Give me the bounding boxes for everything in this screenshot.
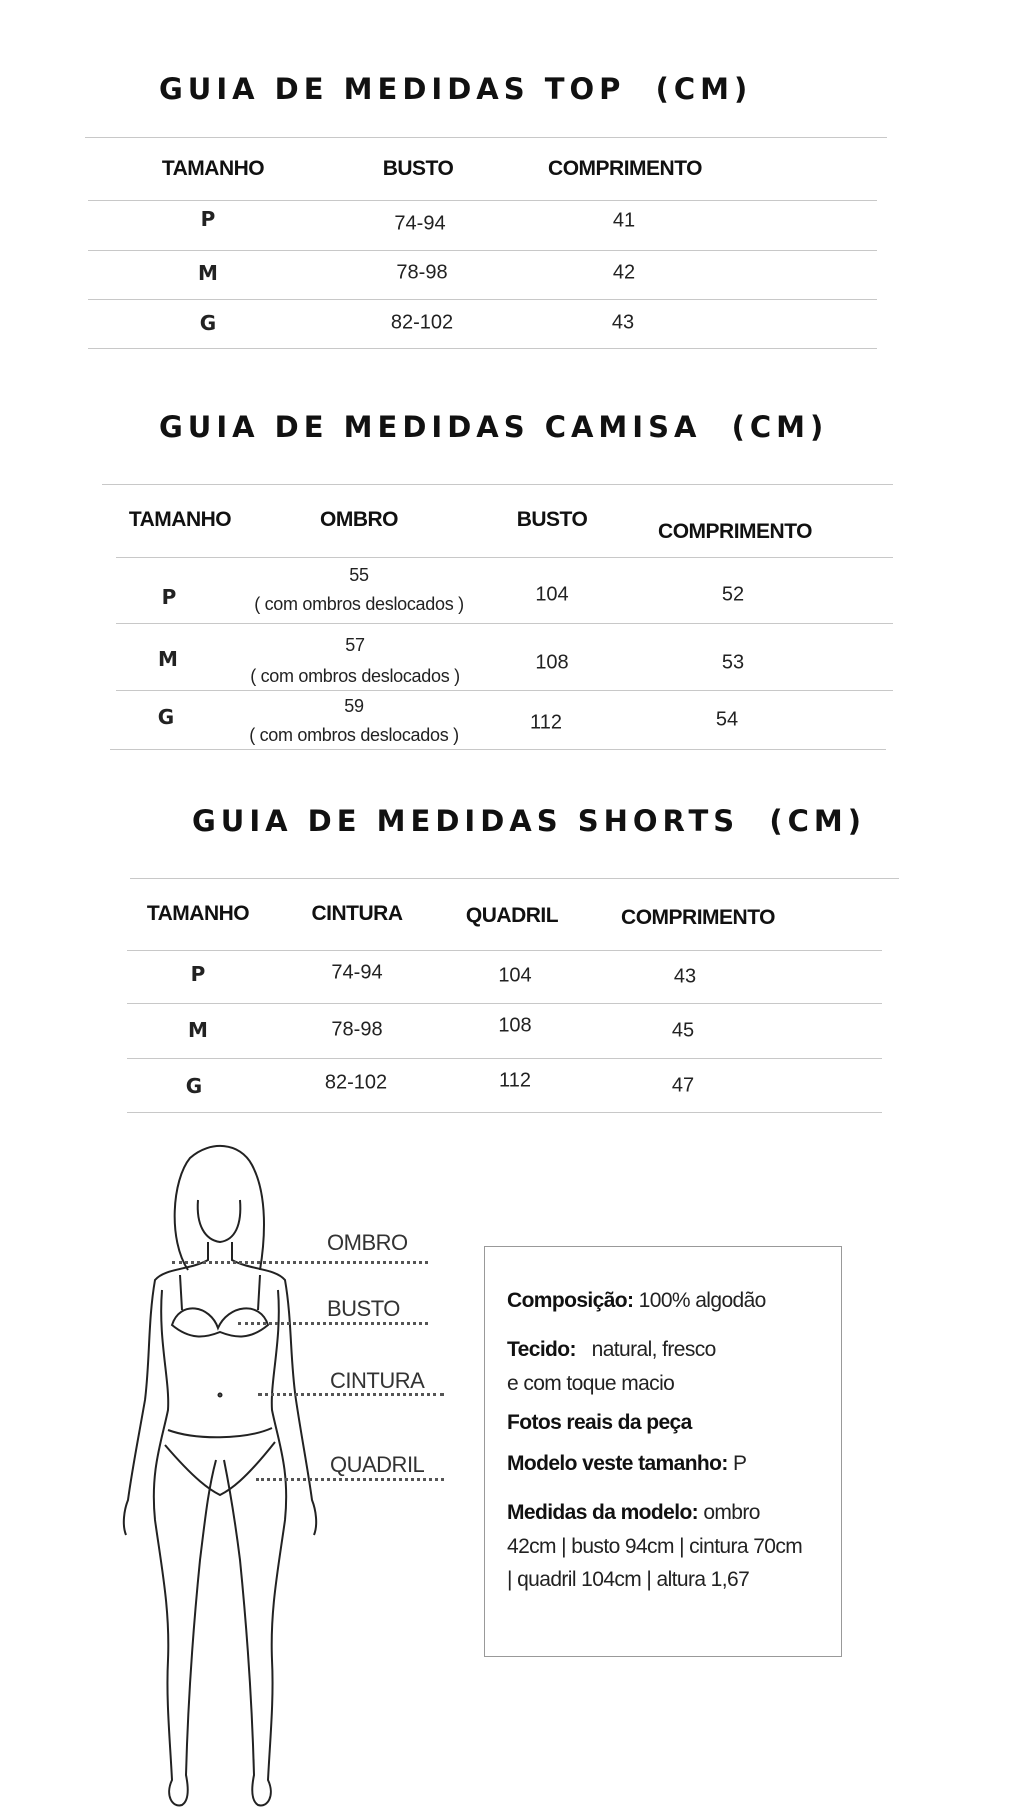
comprimento-cell: 52 — [721, 583, 745, 606]
modelo-label: Modelo veste tamanho: — [507, 1452, 728, 1475]
busto-cell: 104 — [535, 583, 569, 606]
shorts-header-tamanho: TAMANHO — [146, 902, 250, 925]
comprimento-cell: 43 — [673, 965, 697, 988]
medidas-line3: | quadril 104cm | altura 1,67 — [507, 1568, 750, 1591]
shorts-header-comprimento: COMPRIMENTO — [621, 906, 775, 929]
top-header-tamanho: TAMANHO — [161, 157, 265, 180]
ombro-note: ( com ombros deslocados ) — [254, 594, 464, 614]
camisa-header-busto: BUSTO — [516, 508, 588, 531]
tecido-label: Tecido: — [507, 1338, 576, 1361]
divider — [130, 878, 899, 879]
comprimento-cell: 42 — [612, 261, 636, 284]
camisa-header-comprimento: COMPRIMENTO — [658, 520, 812, 543]
busto-measure-line — [238, 1322, 428, 1325]
product-info-box — [484, 1246, 842, 1657]
comprimento-cell: 54 — [715, 708, 739, 731]
divider — [85, 137, 887, 138]
medidas-line1: ombro — [703, 1501, 760, 1524]
busto-cell: 108 — [535, 651, 569, 674]
divider — [110, 749, 886, 750]
figure-label-ombro: OMBRO — [327, 1230, 408, 1255]
busto-cell: 74-94 — [394, 212, 446, 235]
divider — [116, 623, 893, 624]
figure-label-quadril: QUADRIL — [330, 1452, 425, 1477]
size-cell: G — [157, 705, 175, 729]
divider — [116, 557, 893, 558]
divider — [88, 200, 877, 201]
ombro-value: 55 — [349, 565, 369, 585]
quadril-cell: 112 — [499, 1069, 531, 1092]
ombro-cell — [249, 692, 459, 750]
top-header-busto: BUSTO — [382, 157, 454, 180]
body-silhouette-illustration — [110, 1140, 340, 1810]
composicao-line — [507, 1289, 766, 1313]
cintura-cell: 74-94 — [331, 961, 383, 984]
divider — [127, 1058, 882, 1059]
divider — [127, 950, 882, 951]
divider — [102, 484, 893, 485]
top-header-comprimento: COMPRIMENTO — [548, 157, 702, 180]
shorts-title: GUIA DE MEDIDAS SHORTS (CM) — [192, 804, 867, 838]
tecido-value: natural, fresco — [591, 1338, 716, 1361]
modelo-value: P — [733, 1452, 747, 1475]
tecido-line — [507, 1338, 716, 1362]
size-cell: P — [200, 207, 216, 231]
cintura-measure-line — [258, 1393, 444, 1396]
busto-cell: 112 — [530, 711, 562, 734]
camisa-header-ombro: OMBRO — [320, 508, 398, 531]
divider — [116, 690, 893, 691]
quadril-cell: 108 — [498, 1014, 532, 1037]
ombro-note: ( com ombros deslocados ) — [250, 666, 460, 686]
divider — [88, 348, 877, 349]
ombro-cell — [254, 561, 464, 619]
ombro-value: 59 — [344, 696, 364, 716]
cintura-cell: 78-98 — [331, 1018, 383, 1041]
figure-label-cintura: CINTURA — [330, 1368, 425, 1393]
size-cell: G — [185, 1074, 203, 1098]
ombro-measure-line — [172, 1261, 428, 1264]
ombro-note: ( com ombros deslocados ) — [249, 725, 459, 745]
size-cell: P — [161, 585, 177, 609]
fotos-reais: Fotos reais da peça — [507, 1411, 692, 1434]
divider — [127, 1112, 882, 1113]
divider — [127, 1003, 882, 1004]
cintura-cell: 82-102 — [324, 1071, 388, 1094]
comprimento-cell: 47 — [671, 1074, 695, 1097]
medidas-line2: 42cm | busto 94cm | cintura 70cm — [507, 1535, 803, 1558]
quadril-measure-line — [256, 1478, 444, 1481]
ombro-cell — [250, 630, 460, 692]
divider — [88, 250, 877, 251]
comprimento-cell: 53 — [721, 651, 745, 674]
modelo-line — [507, 1452, 746, 1476]
camisa-title: GUIA DE MEDIDAS CAMISA (CM) — [159, 410, 829, 444]
medidas-line — [507, 1501, 760, 1525]
busto-cell: 78-98 — [396, 261, 448, 284]
top-title: GUIA DE MEDIDAS TOP (CM) — [159, 72, 753, 106]
composicao-value: 100% algodão — [638, 1289, 766, 1312]
size-cell: P — [190, 962, 206, 986]
size-cell: M — [188, 1018, 208, 1042]
composicao-label: Composição: — [507, 1289, 634, 1312]
comprimento-cell: 41 — [612, 209, 636, 232]
divider — [88, 299, 877, 300]
figure-label-busto: BUSTO — [327, 1296, 400, 1321]
comprimento-cell: 43 — [611, 311, 635, 334]
size-cell: M — [198, 261, 218, 285]
medidas-label: Medidas da modelo: — [507, 1501, 699, 1524]
comprimento-cell: 45 — [671, 1019, 695, 1042]
busto-cell: 82-102 — [390, 311, 454, 334]
shorts-header-cintura: CINTURA — [311, 902, 403, 925]
quadril-cell: 104 — [498, 964, 532, 987]
ombro-value: 57 — [345, 635, 365, 655]
size-cell: G — [199, 311, 217, 335]
tecido-value-2: e com toque macio — [507, 1372, 675, 1395]
shorts-header-quadril: QUADRIL — [465, 904, 559, 927]
size-cell: M — [158, 647, 178, 671]
camisa-header-tamanho: TAMANHO — [128, 508, 232, 531]
